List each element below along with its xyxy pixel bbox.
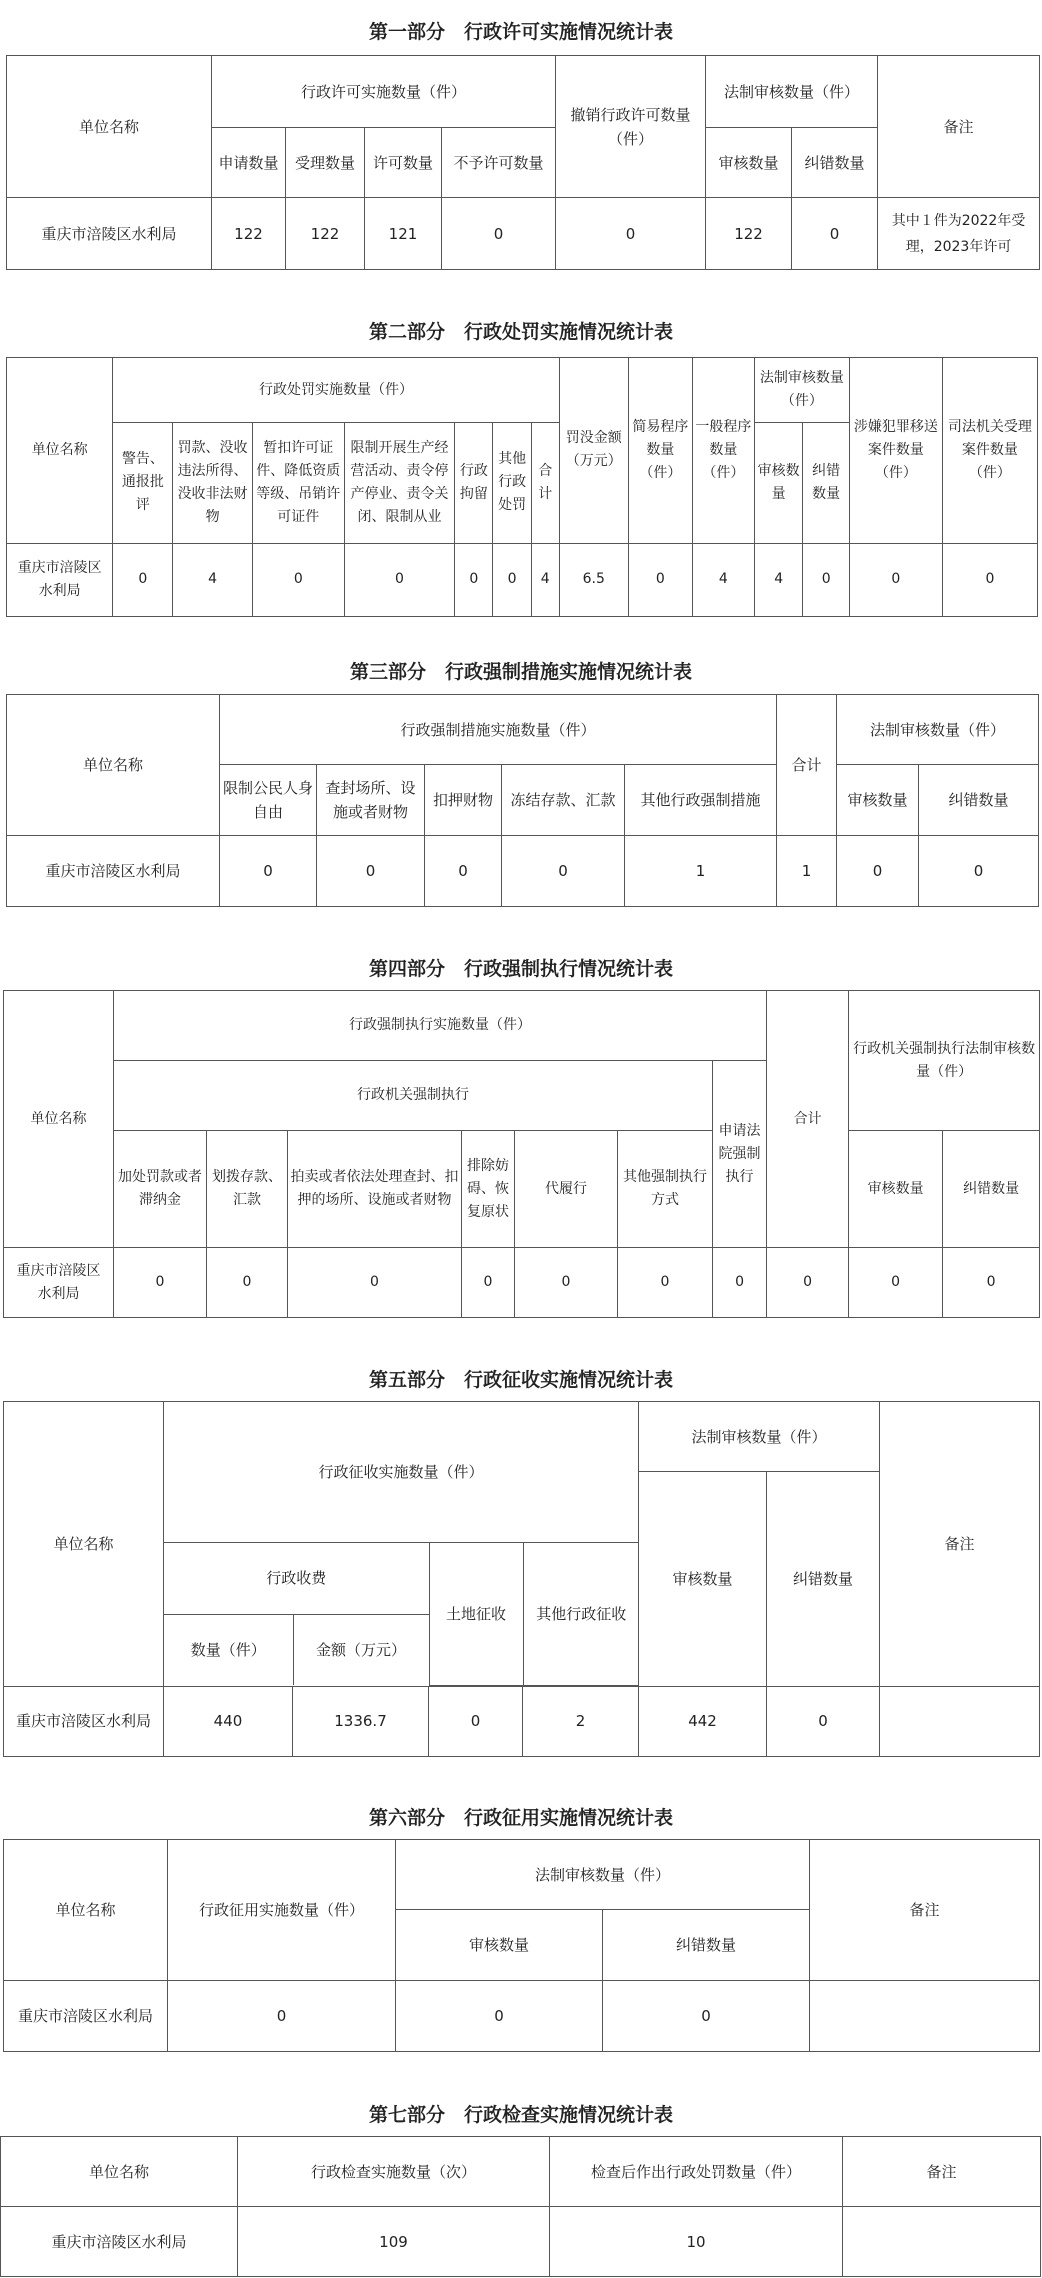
unit-name: 重庆市涪陵区水利局: [4, 1686, 164, 1756]
other-measure-header: 其他行政强制措施: [625, 765, 777, 836]
inspection-impl-header: 行政检查实施数量（次）: [238, 2137, 550, 2207]
judicial-header: 司法机关受理案件数量（件）: [942, 358, 1037, 544]
accept-value: 122: [286, 198, 365, 270]
amount-value: 6.5: [559, 543, 628, 616]
remark-value: [843, 2207, 1041, 2277]
part3-title: 第三部分 行政强制措施实施情况统计表: [349, 661, 692, 683]
court-value: 0: [713, 1248, 767, 1318]
unit-name-line1: 重庆市涪陵区: [17, 559, 102, 576]
revoke-value: 0: [556, 198, 706, 270]
penalty-impl-header: 行政处罚实施数量（件）: [113, 358, 559, 423]
correct-header: 纠错数量: [603, 1910, 810, 1981]
limit-header: 限制开展生产经营活动、责令停产停业、责令关闭、限制从业: [344, 423, 455, 544]
other-levy-value: 2: [523, 1686, 639, 1756]
unit-name: 重庆市涪陵区水利局: [7, 198, 212, 270]
other-header: 其他行政处罚: [493, 423, 531, 544]
legal-review-header: 行政机关强制执行法制审核数量（件）: [849, 991, 1040, 1131]
permit-impl-header: 行政许可实施数量（件）: [212, 56, 556, 128]
simple-header: 简易程序数量（件）: [628, 358, 692, 544]
total-header: 合计: [767, 991, 849, 1248]
deny-header: 不予许可数量: [442, 128, 556, 198]
seal-value: 0: [317, 836, 425, 907]
review-header: 审核数量: [837, 765, 919, 836]
unit-name: 重庆市涪陵区水利局: [1, 2207, 238, 2277]
crime-header: 涉嫌犯罪移送案件数量（件）: [849, 358, 942, 544]
unit-header: 单位名称: [7, 358, 113, 544]
remove-header: 排除妨碍、恢复原状: [462, 1131, 515, 1248]
warn-value: 0: [113, 543, 173, 616]
inspection-penalty-header: 检查后作出行政处罚数量（件）: [550, 2137, 843, 2207]
unit-name-line2: 水利局: [37, 1285, 80, 1302]
othermode-header: 其他强制执行方式: [618, 1131, 713, 1248]
correct-value: 0: [919, 836, 1039, 907]
remark-header: 备注: [878, 56, 1040, 198]
review-header: 审核数量: [754, 423, 803, 544]
unit-name-line1: 重庆市涪陵区: [16, 1262, 101, 1279]
legal-review-header: 法制审核数量（件）: [837, 695, 1039, 765]
freeze-value: 0: [502, 836, 625, 907]
requisition-impl-header: 行政征用实施数量（件）: [168, 1840, 396, 1981]
auction-value: 0: [288, 1248, 462, 1318]
general-value: 4: [692, 543, 754, 616]
requisition-table: [3, 1839, 1040, 2052]
permit-table: [6, 55, 1040, 270]
limit-value: 0: [344, 543, 455, 616]
count-value: 440: [164, 1686, 293, 1756]
deny-value: 0: [442, 198, 556, 270]
restrict-value: 0: [220, 836, 317, 907]
correct-value: 0: [792, 198, 878, 270]
apply-value: 122: [212, 198, 286, 270]
part6-title: 第六部分 行政征用实施情况统计表: [368, 1807, 673, 1829]
permit-value: 121: [365, 198, 442, 270]
review-value: 0: [837, 836, 919, 907]
permit-header: 许可数量: [365, 128, 442, 198]
unit-name: 重庆市涪陵区水利局: [4, 1981, 168, 2052]
remove-value: 0: [462, 1248, 515, 1318]
correct-header: 纠错数量: [803, 423, 849, 544]
amount-header: 金额（万元）: [293, 1614, 429, 1685]
detain-value: 0: [455, 543, 493, 616]
remark-value: [810, 1981, 1040, 2052]
transfer-header: 划拨存款、汇款: [207, 1131, 288, 1248]
requisition-impl-value: 0: [168, 1981, 396, 2052]
proxy-value: 0: [515, 1248, 618, 1318]
unit-name-line2: 水利局: [38, 582, 81, 599]
review-value: 4: [754, 543, 803, 616]
correct-header: 纠错数量: [767, 1472, 880, 1687]
amount-header: 罚没金额（万元）: [559, 358, 628, 544]
enforcement-table: [3, 990, 1040, 1318]
other-value: 0: [493, 543, 531, 616]
fine-header: 罚款、没收违法所得、没收非法财物: [173, 423, 253, 544]
fine-value: 4: [173, 543, 253, 616]
correct-value: 0: [943, 1248, 1040, 1318]
fee-header: 行政收费: [164, 1543, 429, 1614]
legal-review-header: 法制审核数量（件）: [706, 56, 878, 128]
auction-header: 拍卖或者依法处理查封、扣押的场所、设施或者财物: [288, 1131, 462, 1248]
land-value: 0: [429, 1686, 523, 1756]
correct-value: 0: [767, 1686, 880, 1756]
revoke-header: 撤销行政许可数量（件）: [556, 56, 706, 198]
unit-header: 单位名称: [1, 2137, 238, 2207]
total-header: 合计: [531, 423, 559, 544]
review-value: 122: [706, 198, 792, 270]
legal-review-header: 法制审核数量（件）: [639, 1402, 880, 1472]
unit-header: 单位名称: [7, 695, 220, 836]
inspection-impl-value: 109: [238, 2207, 550, 2277]
review-value: 442: [639, 1686, 767, 1756]
levy-table: [3, 1401, 1040, 1757]
unit-header: 单位名称: [4, 991, 114, 1248]
part1-title: 第一部分 行政许可实施情况统计表: [368, 21, 673, 43]
proxy-header: 代履行: [515, 1131, 618, 1248]
remark-value: 其中１件为2022年受理，2023年许可: [878, 198, 1040, 270]
remark-header: 备注: [810, 1840, 1040, 1981]
remark-header: 备注: [843, 2137, 1041, 2207]
total-header: 合计: [777, 695, 837, 836]
correct-value: 0: [803, 543, 849, 616]
seal-header: 查封场所、设施或者财物: [317, 765, 425, 836]
part7-title: 第七部分 行政检查实施情况统计表: [368, 2104, 673, 2126]
levy-impl-header: 行政征收实施数量（件）: [164, 1402, 639, 1543]
suspend-header: 暂扣许可证件、降低资质等级、吊销许可证件: [252, 423, 344, 544]
seize-value: 0: [425, 836, 502, 907]
coercive-measure-table: [6, 694, 1039, 907]
part2-title: 第二部分 行政处罚实施情况统计表: [368, 321, 673, 343]
addfine-value: 0: [114, 1248, 207, 1318]
review-value: 0: [396, 1981, 603, 2052]
part4-title: 第四部分 行政强制执行情况统计表: [368, 958, 673, 980]
suspend-value: 0: [252, 543, 344, 616]
simple-value: 0: [628, 543, 692, 616]
transfer-value: 0: [207, 1248, 288, 1318]
apply-header: 申请数量: [212, 128, 286, 198]
total-value: 4: [531, 543, 559, 616]
seize-header: 扣押财物: [425, 765, 502, 836]
review-header: 审核数量: [639, 1472, 767, 1687]
legal-review-header: 法制审核数量（件）: [396, 1840, 810, 1910]
correct-header: 纠错数量: [792, 128, 878, 198]
penalty-table: [6, 357, 1038, 617]
correct-value: 0: [603, 1981, 810, 2052]
unit-header: 单位名称: [7, 56, 212, 198]
review-header: 审核数量: [396, 1910, 603, 1981]
freeze-header: 冻结存款、汇款: [502, 765, 625, 836]
other-measure-value: 1: [625, 836, 777, 907]
judicial-value: 0: [942, 543, 1037, 616]
review-header: 审核数量: [849, 1131, 943, 1248]
correct-header: 纠错数量: [919, 765, 1039, 836]
part5-title: 第五部分 行政征收实施情况统计表: [368, 1369, 673, 1391]
crime-value: 0: [849, 543, 942, 616]
review-value: 0: [849, 1248, 943, 1318]
inspection-penalty-value: 10: [550, 2207, 843, 2277]
measure-impl-header: 行政强制措施实施数量（件）: [220, 695, 777, 765]
restrict-header: 限制公民人身自由: [220, 765, 317, 836]
accept-header: 受理数量: [286, 128, 365, 198]
detain-header: 行政拘留: [455, 423, 493, 544]
court-header: 申请法院强制执行: [713, 1061, 767, 1248]
organ-enforce-header: 行政机关强制执行: [114, 1061, 713, 1131]
remark-value: [880, 1686, 1040, 1756]
amount-value: 1336.7: [293, 1686, 429, 1756]
unit-name: [7, 543, 113, 616]
unit-name: [4, 1248, 114, 1318]
total-value: 1: [777, 836, 837, 907]
unit-header: 单位名称: [4, 1402, 164, 1687]
other-levy-header: 其他行政征收: [523, 1543, 639, 1685]
unit-header: 单位名称: [4, 1840, 168, 1981]
general-header: 一般程序数量（件）: [692, 358, 754, 544]
levy-sub-header: [164, 1543, 639, 1687]
count-header: 数量（件）: [164, 1614, 293, 1685]
enforce-impl-header: 行政强制执行实施数量（件）: [114, 991, 767, 1061]
remark-header: 备注: [880, 1402, 1040, 1687]
addfine-header: 加处罚款或者滞纳金: [114, 1131, 207, 1248]
review-header: 审核数量: [706, 128, 792, 198]
warn-header: 警告、通报批评: [113, 423, 173, 544]
unit-name: 重庆市涪陵区水利局: [7, 836, 220, 907]
correct-header: 纠错数量: [943, 1131, 1040, 1248]
othermode-value: 0: [618, 1248, 713, 1318]
legal-review-header: 法制审核数量（件）: [754, 358, 849, 423]
inspection-table: [0, 2136, 1041, 2277]
total-value: 0: [767, 1248, 849, 1318]
land-header: 土地征收: [429, 1543, 523, 1685]
